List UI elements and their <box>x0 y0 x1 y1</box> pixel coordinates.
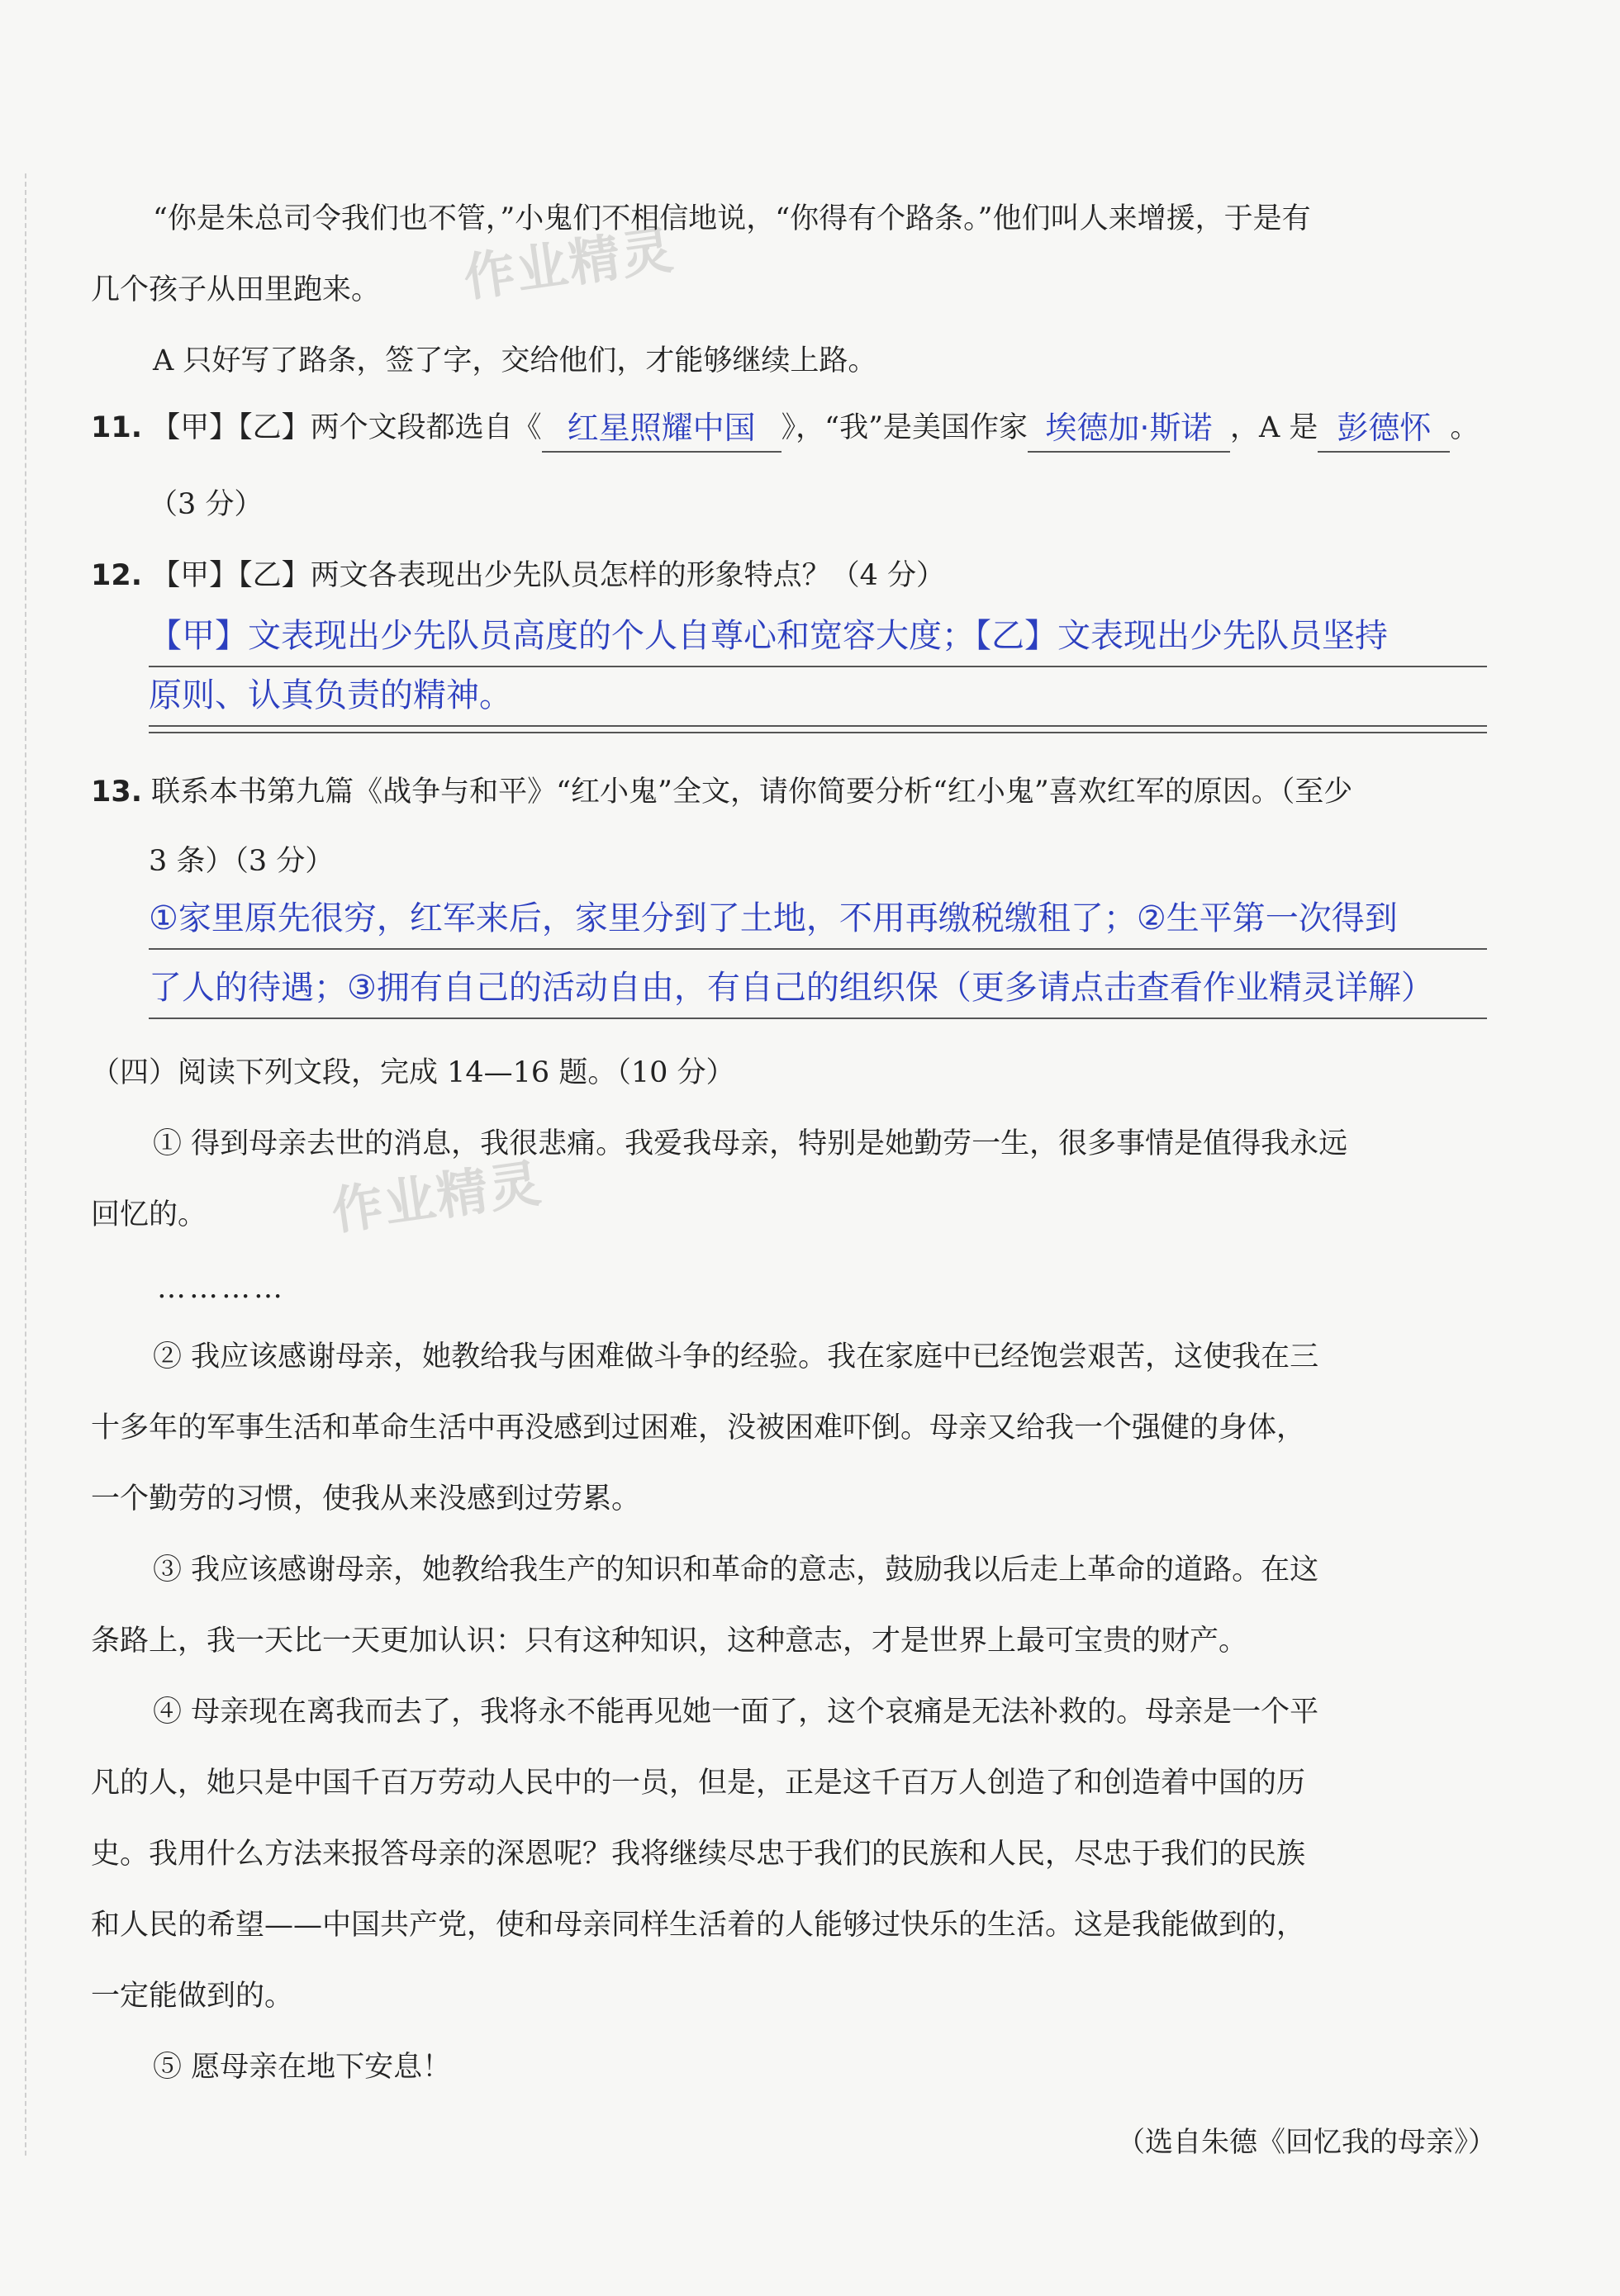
answer-line[interactable]: 了人的待遇；③拥有自己的活动自由，有自己的组织保（更多请点击查看作业精灵详解） <box>149 963 1487 1019</box>
paragraph-line: ② 我应该感谢母亲，她教给我与困难做斗争的经验。我在家庭中已经饱尝艰苦，这使我在三 <box>153 1340 1319 1373</box>
question-text: 3 条）（3 分） <box>149 845 335 878</box>
answer-line[interactable]: 【甲】文表现出少先队员高度的个人自尊心和宽容大度；【乙】文表现出少先队员坚持 <box>149 611 1487 667</box>
source-citation: （选自朱德《回忆我的母亲》） <box>1117 2126 1496 2159</box>
question-11 <box>91 403 1479 453</box>
paragraph-line: 回忆的。 <box>91 1198 207 1231</box>
question-text: 联系本书第九篇《战争与和平》“红小鬼”全文，请你简要分析“红小鬼”喜欢红军的原因。（至少 <box>151 776 1353 809</box>
question-text: ，A 是 <box>1229 411 1318 444</box>
question-number: 11. <box>91 411 143 444</box>
paragraph-line: 一定能做到的。 <box>91 1980 294 2013</box>
question-number: 12. <box>91 559 143 592</box>
question-points: （3 分） <box>149 488 264 521</box>
question-text: 【甲】【乙】两个文段都选自《 <box>151 411 542 444</box>
paragraph-line: ④ 母亲现在离我而去了，我将永不能再见她一面了，这个哀痛是无法补救的。母亲是一个平 <box>153 1696 1319 1729</box>
watermark: 作业精灵 <box>459 219 678 309</box>
question-13 <box>91 778 1352 807</box>
answer-blank-a[interactable] <box>1318 403 1450 453</box>
paragraph-line: 和人民的希望——中国共产党，使和母亲同样生活着的人能够过快乐的生活。这是我能做到的， <box>91 1909 1306 1942</box>
paragraph-line: 一个勤劳的习惯，使我从来没感到过劳累。 <box>91 1482 641 1516</box>
answer-text: 埃德加·斯诺 <box>1045 410 1213 446</box>
answer-blank-author[interactable] <box>1028 403 1230 453</box>
ellipsis: ………… <box>157 1272 286 1305</box>
question-text: 》，“我”是美国作家 <box>781 411 1028 444</box>
answer-blank-book[interactable] <box>542 403 781 453</box>
passage-line: A 只好写了路条，签了字，交给他们，才能够继续上路。 <box>153 344 877 377</box>
section-heading: （四）阅读下列文段，完成 14—16 题。（10 分） <box>91 1056 735 1089</box>
paragraph-line: ③ 我应该感谢母亲，她教给我生产的知识和革命的意志，鼓励我以后走上革命的道路。在这 <box>153 1554 1319 1587</box>
passage-line: “你是朱总司令我们也不管，”小鬼们不相信地说，“你得有个路条。”他们叫人来增援，于是有 <box>153 202 1311 235</box>
paragraph-line: 条路上，我一天比一天更加认识：只有这种知识，这种意志，才是世界上最可宝贵的财产。 <box>91 1625 1248 1658</box>
watermark: 作业精灵 <box>327 1152 546 1242</box>
question-number: 13. <box>91 776 143 809</box>
paragraph-line: ① 得到母亲去世的消息，我很悲痛。我爱我母亲，特别是她勤劳一生，很多事情是值得我永远 <box>153 1127 1348 1160</box>
question-text: 。 <box>1450 411 1480 444</box>
answer-text: 彭德怀 <box>1337 410 1432 446</box>
paragraph-line: 凡的人，她只是中国千百万劳动人民中的一员，但是，正是这千百万人创造了和创造着中国的历 <box>91 1767 1306 1800</box>
answer-line-empty[interactable] <box>149 682 1487 733</box>
answer-text: 红星照耀中国 <box>567 410 756 446</box>
paragraph-line: 十多年的军事生活和革命生活中再没感到过困难，没被困难吓倒。母亲又给我一个强健的身体， <box>91 1411 1306 1444</box>
binding-margin-line <box>25 173 26 2156</box>
paragraph-line: ⑤ 愿母亲在地下安息！ <box>153 2051 452 2084</box>
question-text: 【甲】【乙】两文各表现出少先队员怎样的形象特点？（4 分） <box>151 559 946 592</box>
passage-line: 几个孩子从田里跑来。 <box>91 273 381 306</box>
answer-line[interactable]: ①家里原先很穷，红军来后，家里分到了土地，不用再缴税缴租了；②生平第一次得到 <box>149 894 1487 950</box>
answer-line[interactable]: 原则、认真负责的精神。 <box>149 671 1487 727</box>
paragraph-line: 史。我用什么方法来报答母亲的深恩呢？我将继续尽忠于我们的民族和人民，尽忠于我们的民族 <box>91 1838 1306 1871</box>
question-12 <box>91 559 946 592</box>
